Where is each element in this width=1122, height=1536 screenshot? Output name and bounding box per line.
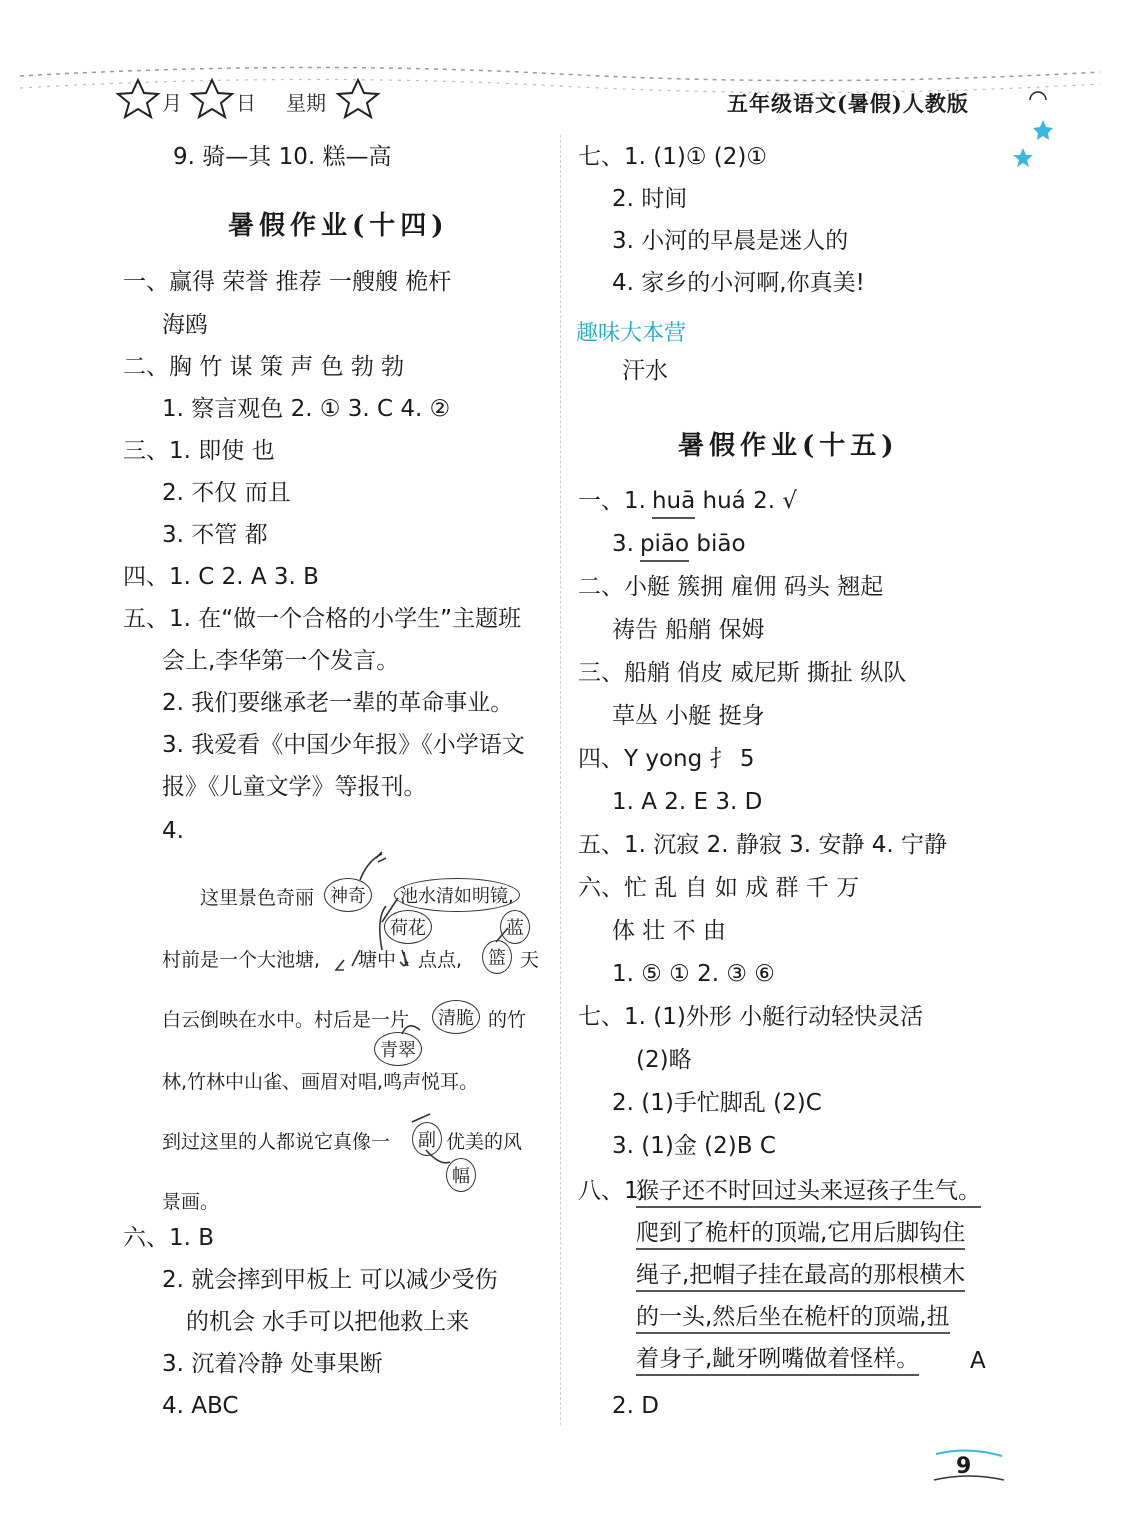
proof-mark: 篮	[482, 940, 512, 974]
underlined-answer: 爬到了桅杆的顶端,它用后脚钩住	[636, 1222, 965, 1250]
underlined-answer: 着身子,龇牙咧嘴做着怪样。	[636, 1348, 919, 1376]
answer-line: 一、赢得 荣誉 推荐 一艘艘 桅杆	[123, 269, 452, 295]
proof-text: 到过这里的人都说它真像一	[162, 1131, 391, 1153]
answer-line: 2. (1)手忙脚乱 (2)C	[612, 1090, 822, 1116]
answer-line: 4.	[162, 818, 184, 844]
page-number: 9	[956, 1454, 972, 1479]
proof-mark: 神奇	[324, 878, 372, 912]
underlined-answer: piāo	[640, 531, 689, 562]
answer-line: 4. ABC	[162, 1393, 239, 1419]
answer-line: 4. 家乡的小河啊,你真美!	[612, 270, 865, 296]
answer-line: 海鸥	[162, 312, 208, 338]
proof-text: 这里景色奇丽	[200, 887, 315, 909]
answer-line: 汗水	[622, 358, 668, 384]
section-title-14: 暑假作业(十四)	[228, 211, 449, 241]
proof-text: 塘中	[358, 949, 397, 971]
answer-line: 1. A 2. E 3. D	[612, 789, 763, 815]
column-divider	[560, 135, 561, 1425]
answer-line: 报》《儿童文学》等报刊。	[162, 774, 427, 800]
answer-line: 的机会 水手可以把他救上来	[186, 1309, 470, 1335]
answer-line	[578, 490, 797, 513]
answer-line: 2. D	[612, 1393, 659, 1419]
proof-text: 优美的风	[446, 1131, 523, 1153]
proof-mark: 蓝	[500, 910, 530, 944]
answer-line: 草丛 小艇 挺身	[612, 703, 765, 729]
proof-text: 景画。	[162, 1191, 220, 1213]
answer-line: 八、1.	[578, 1178, 646, 1204]
answer-line: 3. 沉着冷静 处事果断	[162, 1351, 383, 1377]
answer-line: 3. 我爱看《中国少年报》《小学语文	[162, 732, 525, 758]
proof-mark: 幅	[446, 1158, 476, 1192]
answer-line: 二、胸 竹 谋 策 声 色 勃 勃	[123, 354, 405, 380]
answer-line: (2)略	[636, 1047, 692, 1073]
answer-line: 3. 不管 都	[162, 522, 268, 548]
answer-line: 2. 不仅 而且	[162, 480, 291, 506]
proof-mark: 青翠	[374, 1032, 422, 1066]
answer-line	[612, 533, 746, 556]
answer-line: 2. 时间	[612, 186, 688, 212]
proof-text: 点点,	[418, 949, 463, 971]
answer-line: 四、1. C 2. A 3. B	[123, 564, 319, 590]
answer-line: 祷告 船艄 保姆	[612, 617, 765, 643]
proof-mark: 副	[412, 1122, 442, 1156]
answer-line: 七、1. (1)① (2)①	[578, 144, 767, 170]
underlined-answer: 猴子还不时回过头来逗孩子生气。	[636, 1180, 981, 1208]
proof-text: 林,竹林中山雀、画眉对唱,鸣声悦耳。	[162, 1071, 479, 1093]
answer-line: 三、1. 即使 也	[123, 438, 275, 464]
q-prefix: 3.	[612, 531, 634, 557]
answer-line: 三、船艄 俏皮 威尼斯 撕扯 纵队	[578, 660, 907, 686]
star-icon	[1013, 148, 1033, 168]
star-icon	[192, 80, 232, 117]
underlined-answer: huā	[652, 488, 695, 519]
proof-text: 天	[520, 949, 540, 971]
underlined-answer: 的一头,然后坐在桅杆的顶端,扭	[636, 1306, 950, 1334]
answer-choice: A	[970, 1348, 986, 1374]
date-month: 月	[162, 91, 182, 115]
answer-line: 3. 小河的早晨是迷人的	[612, 228, 849, 254]
answer-line: 五、1. 沉寂 2. 静寂 3. 安静 4. 宁静	[578, 832, 947, 858]
answer-line: 会上,李华第一个发言。	[162, 648, 400, 674]
proof-text: 村前是一个大池塘,	[162, 949, 321, 971]
answer-line: 9. 骑—其 10. 糕—高	[173, 144, 392, 170]
fun-section-label: 趣味大本营	[576, 321, 687, 346]
answer-line: 六、忙 乱 自 如 成 群 千 万	[578, 875, 860, 901]
q-rest: huá 2. √	[695, 488, 797, 514]
proof-marks-lines	[150, 850, 560, 1190]
section-title-15: 暑假作业(十五)	[678, 431, 899, 461]
answer-line: 六、1. B	[123, 1225, 215, 1251]
answer-line: 五、1. 在“做一个合格的小学生”主题班	[123, 606, 522, 632]
q-rest: biāo	[689, 531, 746, 557]
star-icon	[118, 80, 158, 117]
answer-line: 2. 我们要继承老一辈的革命事业。	[162, 690, 514, 716]
answer-line: 2. 就会摔到甲板上 可以减少受伤	[162, 1267, 498, 1293]
date-weekday: 星期	[286, 91, 326, 115]
proof-mark: 清脆	[432, 1000, 480, 1034]
proof-mark: 池水清如明镜,	[394, 878, 520, 912]
answer-line: 3. (1)金 (2)B C	[612, 1133, 776, 1159]
answer-line: 七、1. (1)外形 小艇行动轻快灵活	[578, 1004, 924, 1030]
answer-line: 1. 察言观色 2. ① 3. C 4. ②	[162, 396, 451, 422]
proof-text: 白云倒映在水中。村后是一片	[162, 1009, 410, 1031]
answer-line: 1. ⑤ ① 2. ③ ⑥	[612, 961, 775, 987]
star-icon	[338, 80, 378, 117]
q-prefix: 一、1.	[578, 488, 646, 514]
proof-mark: 荷花	[384, 910, 432, 944]
star-icon	[1033, 120, 1053, 140]
underlined-answer: 绳子,把帽子挂在最高的那根横木	[636, 1264, 965, 1292]
answer-line: 二、小艇 簇拥 雇佣 码头 翘起	[578, 574, 884, 600]
proof-text: 的竹	[488, 1009, 527, 1031]
book-title: 五年级语文(暑假)人教版	[727, 91, 969, 116]
answer-line: 体 壮 不 由	[612, 918, 726, 944]
answer-line: 四、Y yong 扌 5	[578, 746, 755, 772]
date-day: 日	[236, 91, 256, 115]
